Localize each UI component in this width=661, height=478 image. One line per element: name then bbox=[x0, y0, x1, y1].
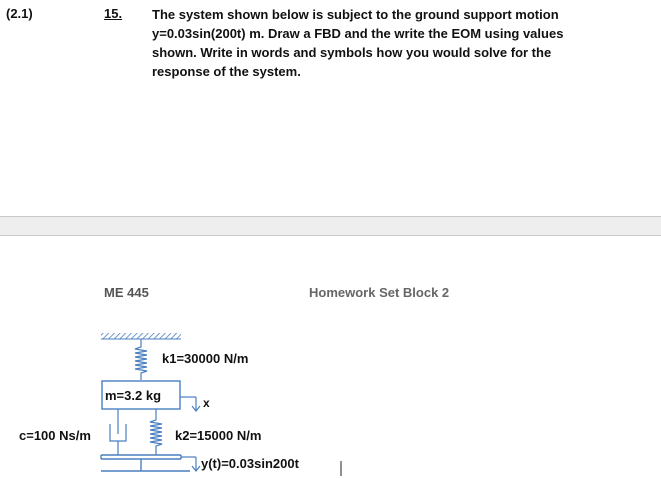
mass-label: m=3.2 kg bbox=[105, 388, 162, 403]
x-arrow bbox=[180, 397, 200, 411]
problem-line: y=0.03sin(200t) m. Draw a FBD and the write the EOM using values bbox=[152, 26, 564, 41]
spring-mass-damper-diagram bbox=[0, 320, 661, 478]
base-platform bbox=[101, 455, 190, 471]
ground-hatch bbox=[101, 333, 181, 339]
base-motion-label: y(t)=0.03sin200t bbox=[201, 456, 299, 471]
x-label: x bbox=[203, 396, 210, 410]
damper-label: c=100 Ns/m bbox=[19, 428, 91, 443]
spring-k1 bbox=[135, 339, 147, 380]
spring1-label: k1=30000 N/m bbox=[162, 351, 249, 366]
problem-line: shown. Write in words and symbols how you would solve for the bbox=[152, 45, 552, 60]
damper-c bbox=[110, 409, 126, 455]
homework-header: Homework Set Block 2 bbox=[309, 285, 450, 300]
y-arrow bbox=[181, 457, 200, 471]
section-number: (2.1) bbox=[6, 6, 33, 21]
problem-line: response of the system. bbox=[152, 64, 301, 79]
spring2-label: k2=15000 N/m bbox=[175, 428, 262, 443]
problem-statement bbox=[152, 5, 652, 81]
course-header: ME 445 bbox=[104, 285, 149, 300]
spring-k2 bbox=[150, 409, 162, 455]
problem-number: 15. bbox=[104, 6, 123, 21]
problem-line: The system shown below is subject to the ground support motion bbox=[152, 7, 559, 22]
page-break bbox=[0, 216, 661, 236]
